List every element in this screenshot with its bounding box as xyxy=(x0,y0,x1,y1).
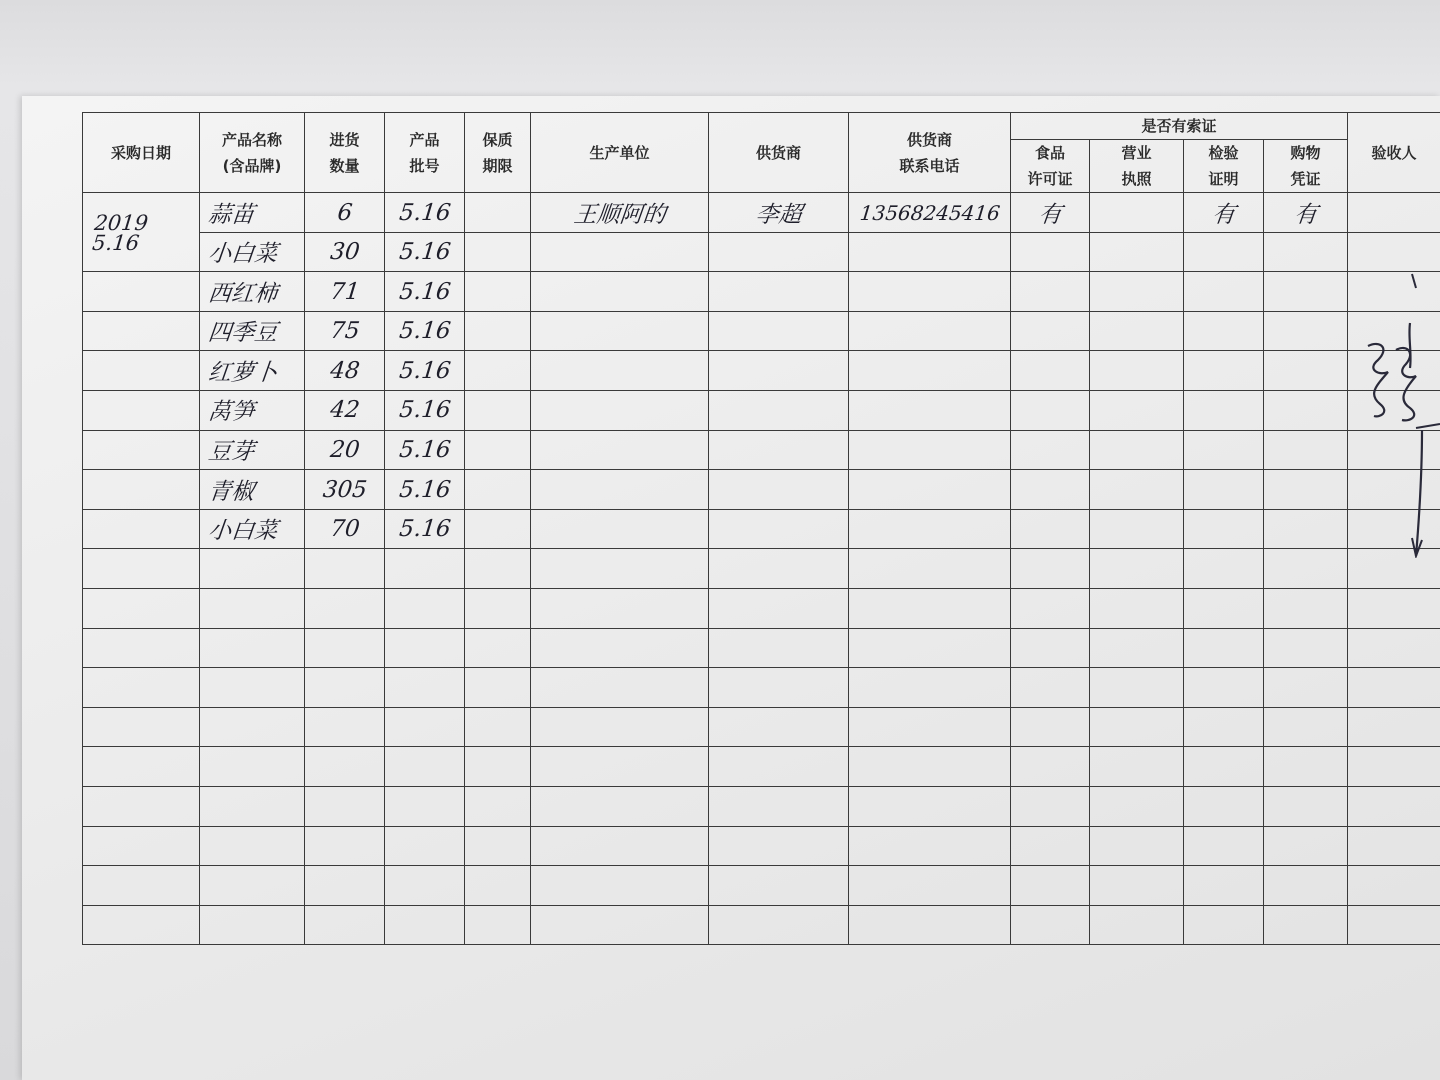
header-purchase-voucher: 购物 凭证 xyxy=(1264,140,1348,193)
product-name-cell: 四季豆 xyxy=(197,311,306,351)
header-batch-number: 产品 批号 xyxy=(385,113,465,193)
quantity-cell: 305 xyxy=(302,470,386,510)
header-supplier-phone: 供货商 联系电话 xyxy=(849,113,1011,193)
batch-cell: 5.16 xyxy=(382,311,466,351)
shelf-life-cell xyxy=(462,193,532,233)
purchase-date-cell xyxy=(80,430,201,470)
receiver-signature xyxy=(1350,268,1440,558)
product-name-cell: 小白菜 xyxy=(197,232,306,272)
header-supplier: 供货商 xyxy=(709,113,849,193)
header-manufacturer: 生产单位 xyxy=(531,113,709,193)
purchase-date-cell xyxy=(80,509,201,549)
purchase-date-cell xyxy=(80,311,201,351)
inspection-cell: 有 xyxy=(1181,193,1265,233)
product-name-cell: 蒜苗 xyxy=(197,193,306,233)
header-certificate-group: 是否有索证 xyxy=(1011,113,1348,140)
header-shelf-life: 保质 期限 xyxy=(465,113,531,193)
batch-cell: 5.16 xyxy=(382,509,466,549)
voucher-cell: 有 xyxy=(1261,193,1349,233)
purchase-date-cell: 2019 5.16 xyxy=(78,193,203,272)
table-row xyxy=(83,390,1440,430)
purchase-date-cell xyxy=(80,272,201,312)
table-row xyxy=(83,905,1440,945)
phone-cell: 13568245416 xyxy=(846,193,1012,233)
quantity-cell: 20 xyxy=(302,430,386,470)
batch-cell: 5.16 xyxy=(382,390,466,430)
receiver-cell xyxy=(1345,193,1440,233)
header-receiver: 验收人 xyxy=(1348,113,1440,193)
table-row xyxy=(83,193,1440,233)
header-food-license: 食品 许可证 xyxy=(1011,140,1090,193)
purchase-inspection-ledger xyxy=(82,112,1440,945)
quantity-cell: 6 xyxy=(302,193,386,233)
table-row xyxy=(83,351,1440,391)
header-inspection-cert: 检验 证明 xyxy=(1184,140,1264,193)
table-row xyxy=(83,509,1440,549)
batch-cell: 5.16 xyxy=(382,470,466,510)
quantity-cell: 71 xyxy=(302,272,386,312)
batch-cell: 5.16 xyxy=(382,272,466,312)
quantity-cell: 70 xyxy=(302,509,386,549)
table-row xyxy=(83,470,1440,510)
table-row xyxy=(83,747,1440,787)
batch-cell: 5.16 xyxy=(382,193,466,233)
handwritten-signature-icon xyxy=(1350,268,1440,558)
product-name-cell: 豆芽 xyxy=(197,430,306,470)
product-name-cell: 小白菜 xyxy=(197,509,306,549)
table-row xyxy=(83,549,1440,589)
table-row xyxy=(83,232,1440,272)
quantity-cell: 30 xyxy=(302,232,386,272)
header-quantity: 进货 数量 xyxy=(305,113,385,193)
batch-cell: 5.16 xyxy=(382,351,466,391)
purchase-date-cell xyxy=(80,470,201,510)
table-row xyxy=(83,826,1440,866)
product-name-cell: 莴笋 xyxy=(197,390,306,430)
header-business-license: 营业 执照 xyxy=(1090,140,1184,193)
table-row xyxy=(83,588,1440,628)
purchase-date-cell xyxy=(80,390,201,430)
batch-cell: 5.16 xyxy=(382,232,466,272)
product-name-cell: 西红柿 xyxy=(197,272,306,312)
table-row xyxy=(83,786,1440,826)
business-license-cell xyxy=(1087,193,1185,233)
table-row xyxy=(83,311,1440,351)
quantity-cell: 75 xyxy=(302,311,386,351)
quantity-cell: 48 xyxy=(302,351,386,391)
batch-cell: 5.16 xyxy=(382,430,466,470)
supplier-cell: 李超 xyxy=(706,193,850,233)
product-name-cell: 青椒 xyxy=(197,470,306,510)
table-row xyxy=(83,430,1440,470)
table-row xyxy=(83,707,1440,747)
table-row xyxy=(83,272,1440,312)
header-product-name: 产品名称 (含品牌) xyxy=(200,113,305,193)
product-name-cell: 红萝卜 xyxy=(197,351,306,391)
table-row xyxy=(83,628,1440,668)
purchase-date-cell xyxy=(80,351,201,391)
manufacturer-cell: 王顺阿的 xyxy=(528,193,710,233)
header-purchase-date: 采购日期 xyxy=(83,113,200,193)
food-license-cell: 有 xyxy=(1008,193,1091,233)
table-row xyxy=(83,668,1440,708)
table-row xyxy=(83,866,1440,906)
quantity-cell: 42 xyxy=(302,390,386,430)
